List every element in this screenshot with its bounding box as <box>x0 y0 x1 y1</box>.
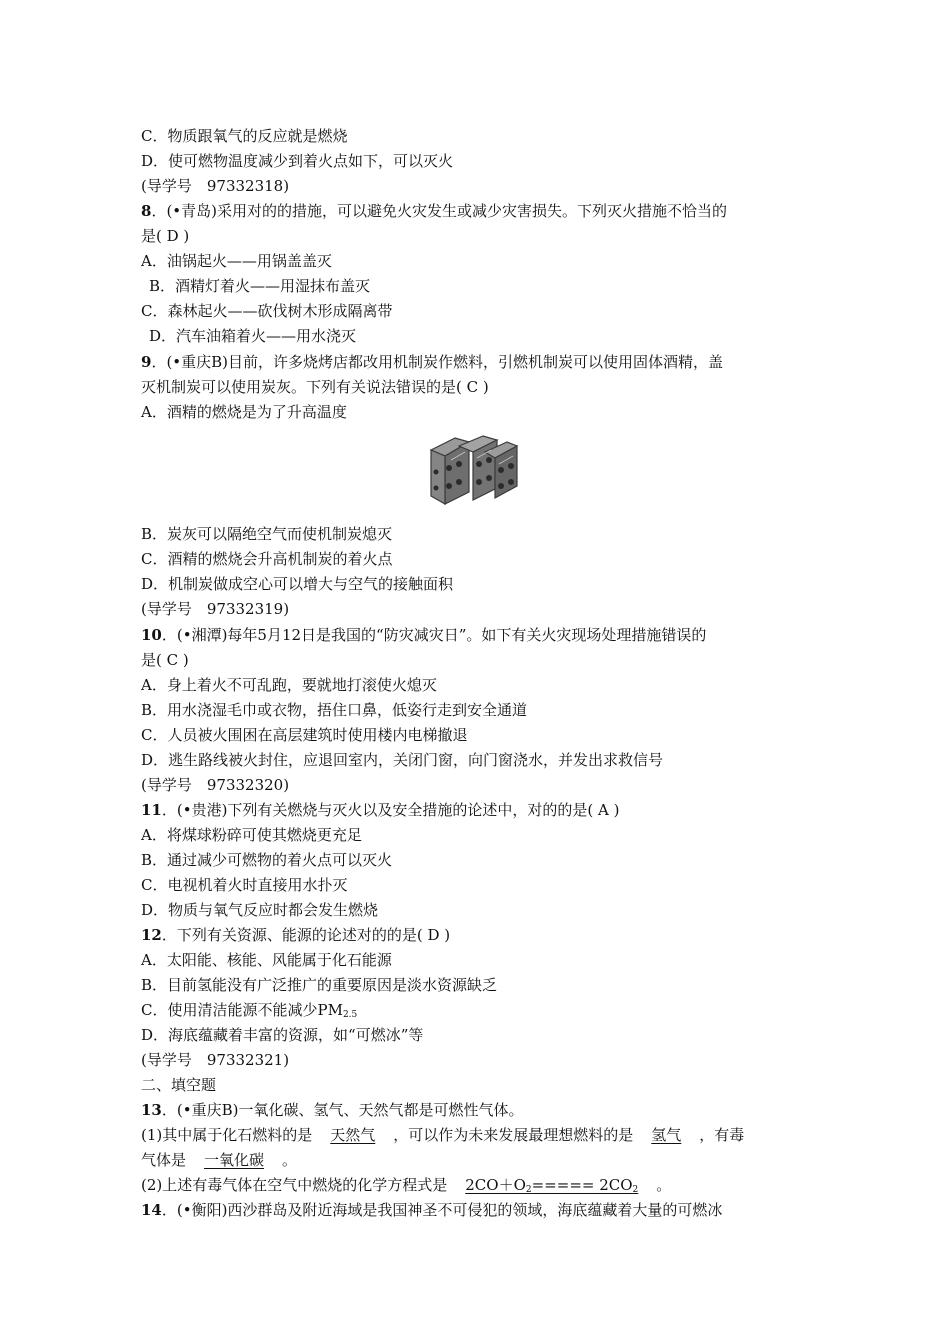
q8-option-d: D．汽车油箱着火——用水浇灭 <box>149 327 357 345</box>
q8-stem-line1: 8．(•青岛)采用对的的措施，可以避免火灾发生或减少灾害损失。下列灭火措施不恰当的 <box>141 202 727 220</box>
q10-number: 10 <box>141 626 162 644</box>
q13-part1-line2: 气体是 一氧化碳 。 <box>141 1151 298 1169</box>
q10-option-a: A．身上着火不可乱跑，要就地打滚使火熄灭 <box>141 676 437 694</box>
q10-option-d: D．逃生路线被火封住，应退回室内，关闭门窗，向门窗浇水，并发出求救信号 <box>141 751 664 769</box>
q12-stem: 12．下列有关资源、能源的论述对的的是( D ) <box>141 926 451 944</box>
q11-number: 11 <box>141 801 162 819</box>
q9-guide-number: (导学号 97332319) <box>141 600 290 618</box>
q11-stem: 11．(•贵港)下列有关燃烧与灭火以及安全措施的论述中，对的的是( A ) <box>141 801 620 819</box>
q12-option-b: B．目前氢能没有广泛推广的重要原因是淡水资源缺乏 <box>141 976 498 994</box>
q12-guide-number: (导学号 97332321) <box>141 1051 290 1069</box>
q7-guide-number: (导学号 97332318) <box>141 177 290 195</box>
q10-option-b: B．用水浇湿毛巾或衣物，捂住口鼻，低姿行走到安全通道 <box>141 701 528 719</box>
q11-option-b: B．通过减少可燃物的着火点可以灭火 <box>141 851 393 869</box>
q8-stem-line2: 是( D ) <box>141 227 190 245</box>
q13-part1-line1: (1)其中属于化石燃料的是 天然气 ，可以作为未来发展最理想燃料的是 氢气 ，有毒 <box>141 1126 745 1144</box>
q13-part2: (2)上述有毒气体在空气中燃烧的化学方程式是 $2CO+O_2===== 2CO_2$ 。 <box>141 1176 672 1195</box>
q10-stem-line2: 是( C ) <box>141 651 189 669</box>
q12-number: 12 <box>141 926 162 944</box>
q8-option-c: C．森林起火——砍伐树木形成隔离带 <box>141 302 393 320</box>
q10-stem-line1: 10．(•湘潭)每年5月12日是我国的“防灾减灾日”。如下有关火灾现场处理措施错误的 <box>141 626 707 644</box>
q12-option-a: A．太阳能、核能、风能属于化石能源 <box>141 951 392 969</box>
q14-stem: 14．(•衡阳)西沙群岛及附近海域是我国神圣不可侵犯的领域，海底蕴藏着大量的可燃冰 <box>141 1201 723 1219</box>
q11-option-c: C．电视机着火时直接用水扑灭 <box>141 876 348 894</box>
q14-number: 14 <box>141 1201 162 1219</box>
q13-answer-fossil-fuel: 天然气 <box>330 1126 376 1144</box>
q12-option-c: C．使用清洁能源不能减少$PM_{2.5}$ <box>141 1001 358 1020</box>
q13-answer-ideal-fuel: 氢气 <box>651 1126 682 1144</box>
q11-option-d: D．物质与氧气反应时都会发生燃烧 <box>141 901 379 919</box>
q9-option-b: B．炭灰可以隔绝空气而使机制炭熄灭 <box>141 525 393 543</box>
q8-number: 8 <box>141 202 152 220</box>
q8-option-b: B．酒精灯着火——用湿抹布盖灭 <box>149 277 371 295</box>
q7-option-d: D．使可燃物温度减少到着火点如下，可以灭火 <box>141 152 454 170</box>
q7-option-c: C．物质跟氧气的反应就是燃烧 <box>141 127 348 145</box>
charcoal-briquettes-image <box>425 430 521 508</box>
q13-number: 13 <box>141 1101 162 1119</box>
pm-subscript: 2.5 <box>342 1010 358 1020</box>
q10-guide-number: (导学号 97332320) <box>141 776 290 794</box>
section-heading-fill-in: 二、填空题 <box>141 1076 217 1094</box>
q9-stem-line2: 灭机制炭可以使用炭灰。下列有关说法错误的是( C ) <box>141 378 489 396</box>
q10-option-c: C．人员被火围困在高层建筑时使用楼内电梯撤退 <box>141 726 468 744</box>
q9-option-a: A．酒精的燃烧是为了升高温度 <box>141 403 347 421</box>
q12-option-d: D．海底蕴藏着丰富的资源，如“可燃冰”等 <box>141 1026 424 1044</box>
q13-answer-toxic-gas: 一氧化碳 <box>204 1151 265 1169</box>
q9-number: 9 <box>141 353 152 371</box>
q13-stem: 13．(•重庆B)一氧化碳、氢气、天然气都是可燃性气体。 <box>141 1101 524 1119</box>
q9-option-d: D．机制炭做成空心可以增大与空气的接触面积 <box>141 575 454 593</box>
q9-option-c: C．酒精的燃烧会升高机制炭的着火点 <box>141 550 393 568</box>
q11-option-a: A．将煤球粉碎可使其燃烧更充足 <box>141 826 362 844</box>
q8-option-a: A．油锅起火——用锅盖盖灭 <box>141 252 332 270</box>
q13-answer-equation: $2CO+O_2===== 2CO_2$ <box>465 1176 639 1195</box>
q9-stem-line1: 9．(•重庆B)目前，许多烧烤店都改用机制炭作燃料，引燃机制炭可以使用固体酒精，盖 <box>141 353 724 371</box>
